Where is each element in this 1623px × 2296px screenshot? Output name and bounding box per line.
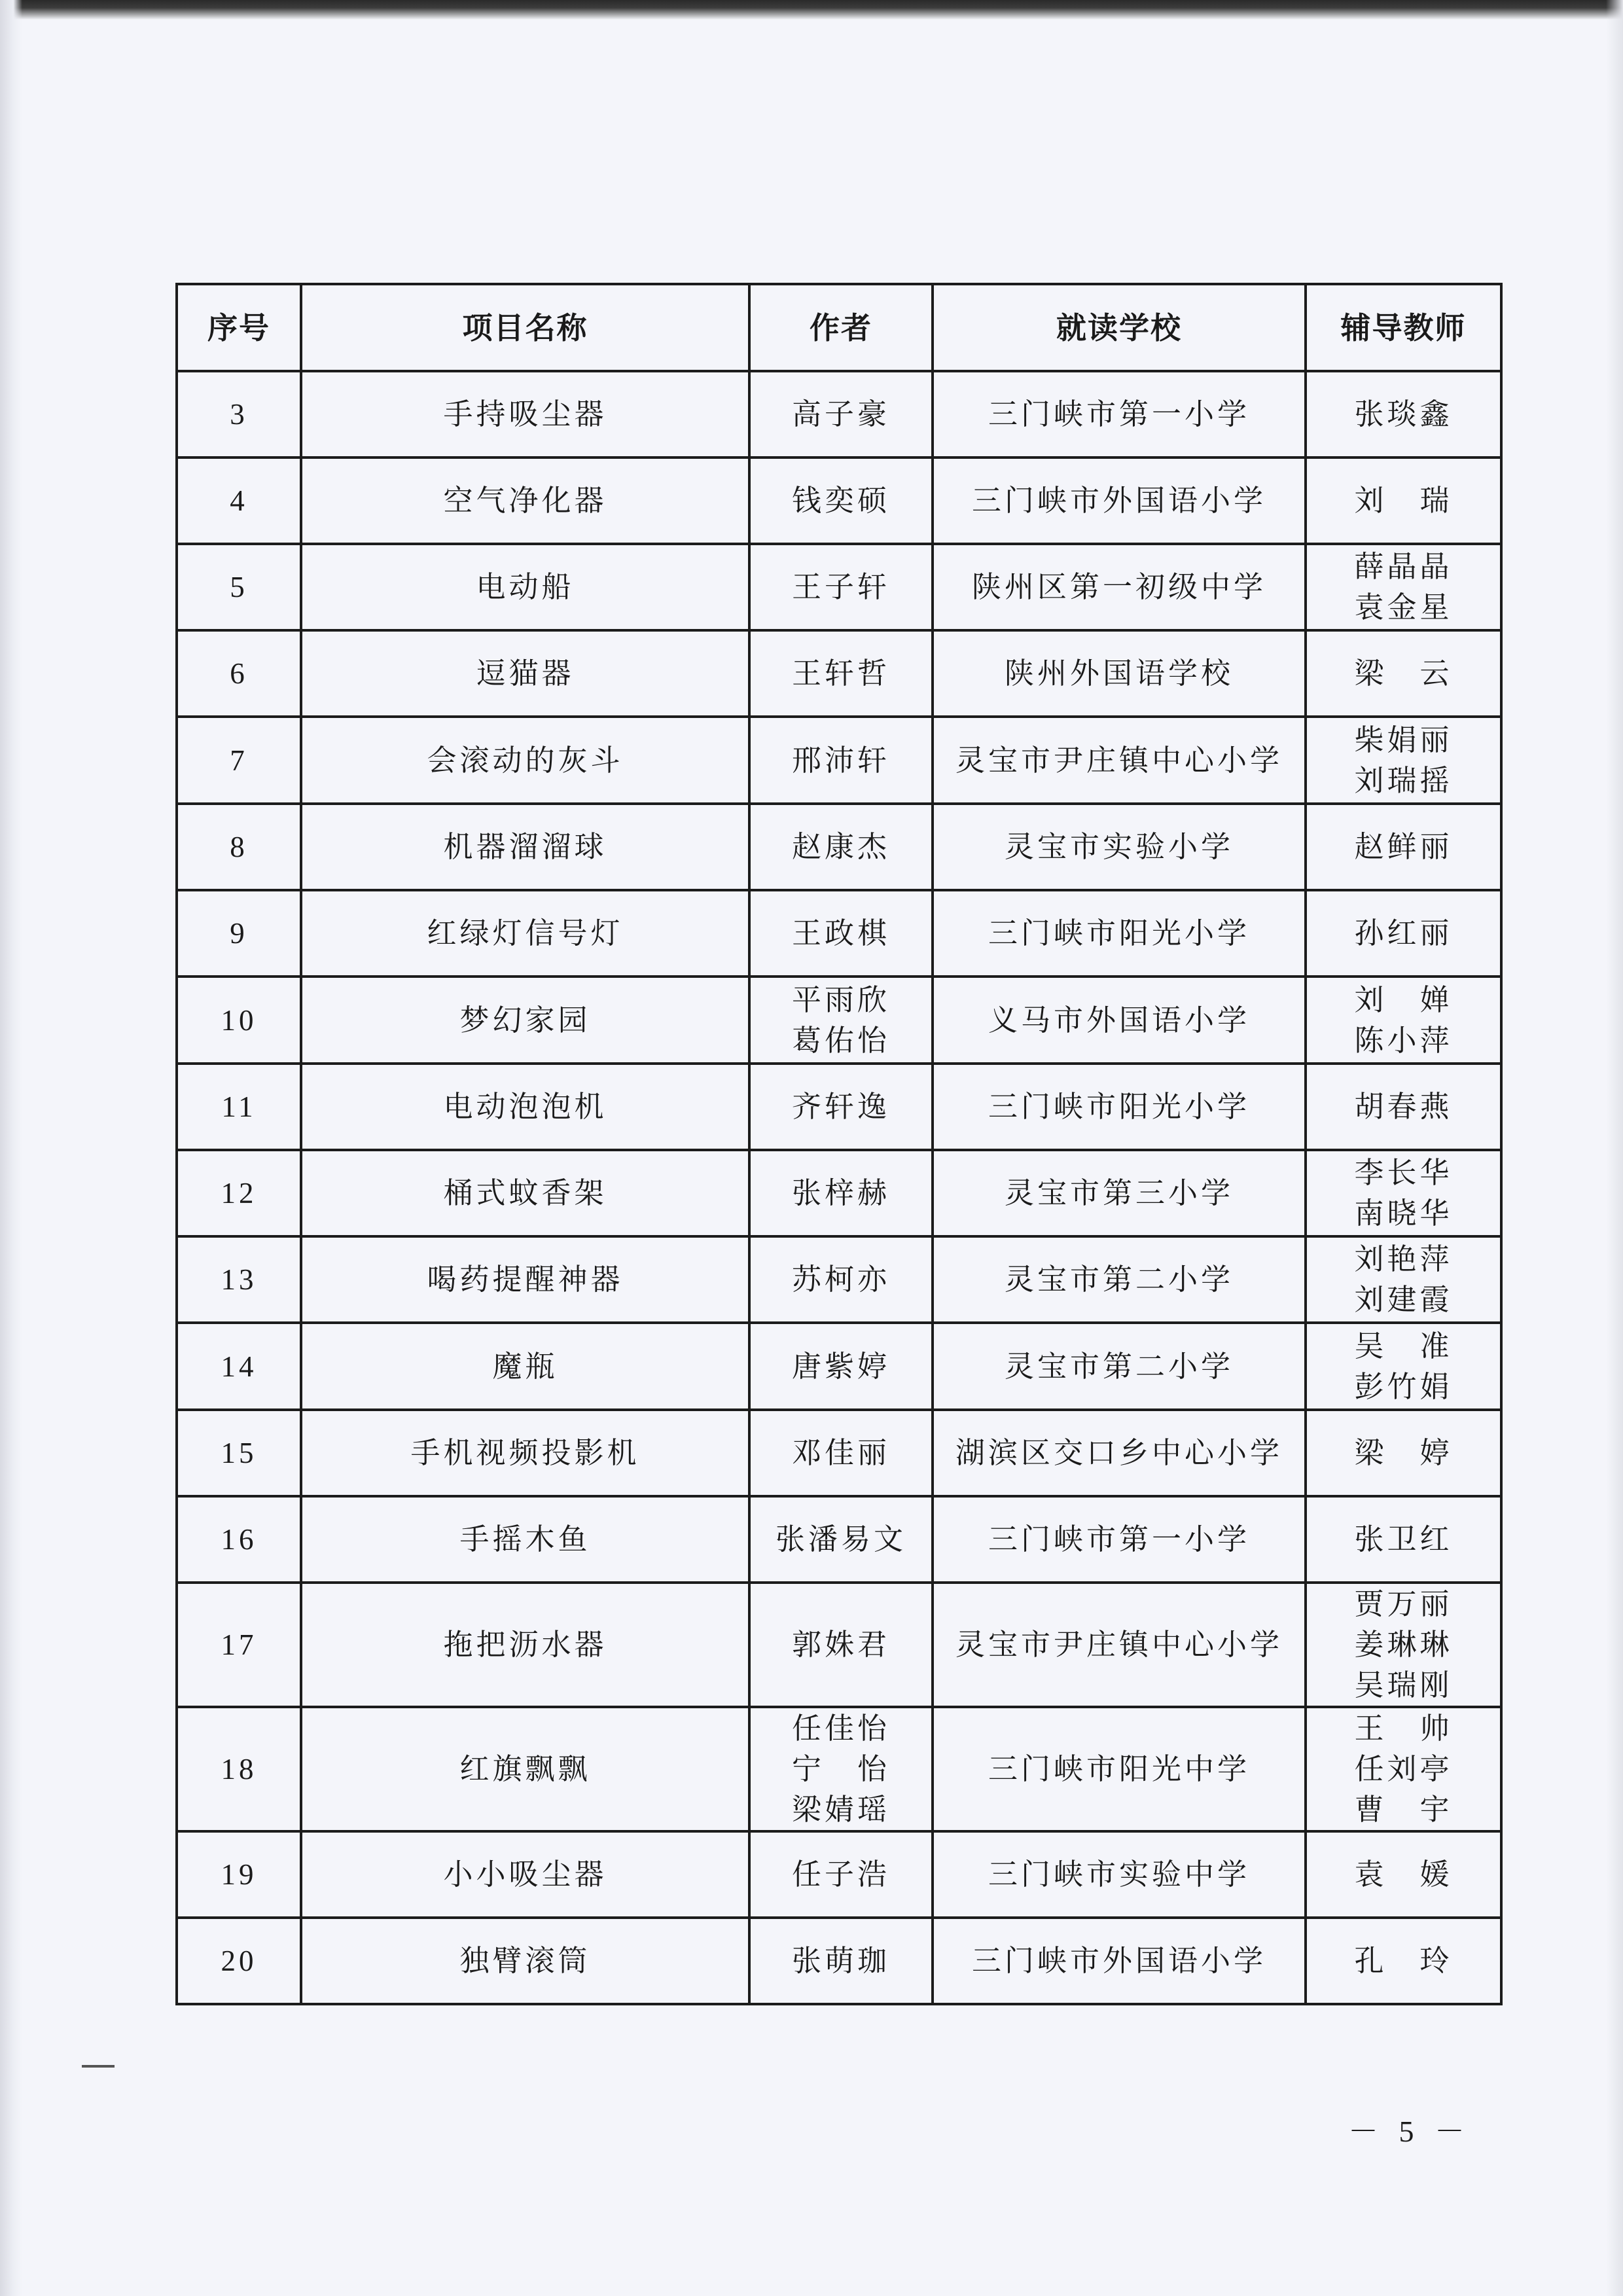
cell-school: 三门峡市阳光中学 — [933, 1707, 1306, 1831]
cell-index: 5 — [177, 544, 301, 630]
teacher-name: 吴瑞刚 — [1354, 1668, 1453, 1702]
cell-index: 9 — [177, 890, 301, 977]
author-name: 葛佑怡 — [791, 1022, 890, 1058]
author-name: 宁 怡 — [791, 1751, 890, 1786]
cell-authors — [749, 1918, 933, 2004]
cell-teachers — [1306, 977, 1501, 1064]
cell-index: 19 — [177, 1831, 301, 1918]
teacher-name: 张琰鑫 — [1354, 397, 1453, 431]
teacher-name: 孔 玲 — [1354, 1943, 1453, 1978]
cell-teachers — [1306, 1236, 1501, 1323]
table-row — [177, 1496, 1501, 1583]
cell-school: 灵宝市尹庄镇中心小学 — [933, 1583, 1306, 1707]
cell-project-name: 红旗飘飘 — [301, 1707, 749, 1831]
author-name: 邢沛轩 — [791, 742, 890, 778]
author-name: 王轩哲 — [791, 656, 890, 691]
author-name: 郭姝君 — [791, 1627, 890, 1662]
cell-index: 12 — [177, 1150, 301, 1236]
teacher-name: 薛晶晶 — [1354, 549, 1453, 584]
cell-project-name: 魔瓶 — [301, 1323, 749, 1410]
author-name: 任子浩 — [791, 1857, 890, 1892]
cell-project-name: 桶式蚊香架 — [301, 1150, 749, 1236]
cell-project-name: 会滚动的灰斗 — [301, 717, 749, 804]
cell-school: 灵宝市第二小学 — [933, 1236, 1306, 1323]
cell-index: 6 — [177, 630, 301, 717]
cell-authors — [749, 890, 933, 977]
cell-index: 17 — [177, 1583, 301, 1707]
teacher-name: 刘建霞 — [1354, 1282, 1453, 1317]
cell-authors — [749, 1064, 933, 1150]
teacher-name: 柴娟丽 — [1354, 722, 1453, 757]
author-name: 平雨欣 — [791, 982, 890, 1017]
cell-authors — [749, 804, 933, 890]
cell-project-name: 逗猫器 — [301, 630, 749, 717]
table-row — [177, 890, 1501, 977]
cell-school: 三门峡市阳光小学 — [933, 890, 1306, 977]
cell-teachers — [1306, 1323, 1501, 1410]
table-row — [177, 1583, 1501, 1707]
cell-school: 陕州外国语学校 — [933, 630, 1306, 717]
cell-project-name: 梦幻家园 — [301, 977, 749, 1064]
author-name: 邓佳丽 — [791, 1435, 890, 1470]
cell-authors — [749, 1323, 933, 1410]
cell-authors — [749, 717, 933, 804]
cell-school: 灵宝市第二小学 — [933, 1323, 1306, 1410]
cell-project-name: 独臂滚筒 — [301, 1918, 749, 2004]
teacher-name: 刘瑞摇 — [1354, 762, 1453, 798]
teacher-name: 胡春燕 — [1354, 1089, 1453, 1124]
teacher-name: 南晓华 — [1354, 1196, 1453, 1230]
header-teacher: 辅导教师 — [1306, 284, 1501, 371]
table-row — [177, 1323, 1501, 1410]
cell-index: 14 — [177, 1323, 301, 1410]
teacher-name: 袁 媛 — [1354, 1857, 1453, 1892]
table-row — [177, 630, 1501, 717]
cell-authors — [749, 457, 933, 544]
scan-edge-top — [0, 0, 1623, 20]
author-name: 王子轩 — [791, 569, 890, 604]
cell-authors — [749, 630, 933, 717]
table-row — [177, 1064, 1501, 1150]
table-body — [177, 371, 1501, 2004]
table-header-row — [177, 284, 1501, 371]
teacher-name: 刘 瑞 — [1354, 483, 1453, 518]
cell-school: 灵宝市第三小学 — [933, 1150, 1306, 1236]
table-row — [177, 1831, 1501, 1918]
cell-project-name: 小小吸尘器 — [301, 1831, 749, 1918]
page-number: － 5 － — [1348, 2115, 1471, 2148]
cell-authors — [749, 371, 933, 457]
table-row — [177, 1150, 1501, 1236]
table-row — [177, 1707, 1501, 1831]
cell-index: 16 — [177, 1496, 301, 1583]
cell-school: 灵宝市实验小学 — [933, 804, 1306, 890]
cell-school: 三门峡市第一小学 — [933, 1496, 1306, 1583]
table-row — [177, 1236, 1501, 1323]
cell-project-name: 电动船 — [301, 544, 749, 630]
header-author: 作者 — [749, 284, 933, 371]
cell-authors — [749, 1150, 933, 1236]
author-name: 王政棋 — [791, 916, 890, 950]
cell-authors — [749, 1707, 933, 1831]
table-row — [177, 804, 1501, 890]
cell-project-name: 空气净化器 — [301, 457, 749, 544]
cell-teachers — [1306, 1583, 1501, 1707]
cell-school: 灵宝市尹庄镇中心小学 — [933, 717, 1306, 804]
cell-authors — [749, 1236, 933, 1323]
cell-teachers — [1306, 1707, 1501, 1831]
author-name: 钱奕硕 — [791, 483, 890, 518]
cell-teachers — [1306, 1918, 1501, 2004]
table-row — [177, 371, 1501, 457]
table-row — [177, 717, 1501, 804]
cell-school: 三门峡市阳光小学 — [933, 1064, 1306, 1150]
author-name: 唐紫婷 — [791, 1348, 890, 1384]
scan-edge-right — [1606, 0, 1623, 2296]
cell-teachers — [1306, 1410, 1501, 1496]
cell-teachers — [1306, 1831, 1501, 1918]
teacher-name: 陈小萍 — [1354, 1022, 1453, 1058]
awards-table — [175, 283, 1503, 2005]
cell-project-name: 手机视频投影机 — [301, 1410, 749, 1496]
cell-teachers — [1306, 371, 1501, 457]
teacher-name: 李长华 — [1354, 1155, 1453, 1190]
cell-index: 7 — [177, 717, 301, 804]
teacher-name: 刘艳萍 — [1354, 1242, 1453, 1276]
cell-authors — [749, 977, 933, 1064]
scan-edge-left — [0, 0, 22, 2296]
cell-teachers — [1306, 1496, 1501, 1583]
cell-project-name: 电动泡泡机 — [301, 1064, 749, 1150]
cell-teachers — [1306, 890, 1501, 977]
teacher-name: 梁 云 — [1354, 656, 1453, 691]
cell-index: 15 — [177, 1410, 301, 1496]
cell-teachers — [1306, 1064, 1501, 1150]
cell-teachers — [1306, 544, 1501, 630]
cell-authors — [749, 544, 933, 630]
teacher-name: 彭竹娟 — [1354, 1369, 1453, 1404]
cell-teachers — [1306, 457, 1501, 544]
teacher-name: 袁金星 — [1354, 590, 1453, 624]
cell-project-name: 红绿灯信号灯 — [301, 890, 749, 977]
cell-authors — [749, 1831, 933, 1918]
teacher-name: 贾万丽 — [1354, 1587, 1453, 1621]
cell-school: 三门峡市外国语小学 — [933, 457, 1306, 544]
header-school: 就读学校 — [933, 284, 1306, 371]
cell-teachers — [1306, 717, 1501, 804]
cell-teachers — [1306, 804, 1501, 890]
cell-index: 10 — [177, 977, 301, 1064]
teacher-name: 王 帅 — [1354, 1711, 1453, 1746]
cell-teachers — [1306, 630, 1501, 717]
author-name: 高子豪 — [791, 397, 890, 431]
table-row — [177, 544, 1501, 630]
cell-index: 13 — [177, 1236, 301, 1323]
cell-project-name: 手摇木鱼 — [301, 1496, 749, 1583]
cell-teachers — [1306, 1150, 1501, 1236]
cell-project-name: 手持吸尘器 — [301, 371, 749, 457]
cell-authors — [749, 1496, 933, 1583]
cell-index: 18 — [177, 1707, 301, 1831]
author-name: 赵康杰 — [791, 829, 890, 864]
teacher-name: 姜琳琳 — [1354, 1627, 1453, 1662]
author-name: 张萌珈 — [791, 1943, 890, 1978]
author-name: 张梓赫 — [791, 1175, 890, 1210]
cell-project-name: 机器溜溜球 — [301, 804, 749, 890]
cell-school: 湖滨区交口乡中心小学 — [933, 1410, 1306, 1496]
header-project-name: 项目名称 — [301, 284, 749, 371]
author-name: 梁婧瑶 — [791, 1792, 890, 1827]
table-row — [177, 1918, 1501, 2004]
cell-index: 3 — [177, 371, 301, 457]
teacher-name: 吴 准 — [1354, 1328, 1453, 1363]
teacher-name: 刘 婵 — [1354, 982, 1453, 1017]
header-index: 序号 — [177, 284, 301, 371]
cell-school: 陕州区第一初级中学 — [933, 544, 1306, 630]
cell-authors — [749, 1410, 933, 1496]
cell-school: 三门峡市第一小学 — [933, 371, 1306, 457]
teacher-name: 任刘亭 — [1354, 1751, 1453, 1786]
teacher-name: 曹 宇 — [1354, 1792, 1453, 1827]
cell-school: 三门峡市实验中学 — [933, 1831, 1306, 1918]
scan-mark — [82, 2065, 115, 2068]
author-name: 任佳怡 — [791, 1711, 890, 1746]
cell-index: 8 — [177, 804, 301, 890]
teacher-name: 孙红丽 — [1354, 916, 1453, 950]
table-row — [177, 457, 1501, 544]
author-name: 张潘易文 — [775, 1522, 906, 1556]
teacher-name: 张卫红 — [1354, 1522, 1453, 1556]
teacher-name: 赵鲜丽 — [1354, 829, 1453, 864]
table-row — [177, 977, 1501, 1064]
author-name: 苏柯亦 — [791, 1262, 890, 1297]
cell-index: 11 — [177, 1064, 301, 1150]
cell-project-name: 喝药提醒神器 — [301, 1236, 749, 1323]
cell-index: 20 — [177, 1918, 301, 2004]
table-row — [177, 1410, 1501, 1496]
cell-school: 三门峡市外国语小学 — [933, 1918, 1306, 2004]
cell-index: 4 — [177, 457, 301, 544]
cell-authors — [749, 1583, 933, 1707]
cell-project-name: 拖把沥水器 — [301, 1583, 749, 1707]
cell-school: 义马市外国语小学 — [933, 977, 1306, 1064]
teacher-name: 梁 婷 — [1354, 1435, 1453, 1470]
author-name: 齐轩逸 — [791, 1089, 890, 1124]
